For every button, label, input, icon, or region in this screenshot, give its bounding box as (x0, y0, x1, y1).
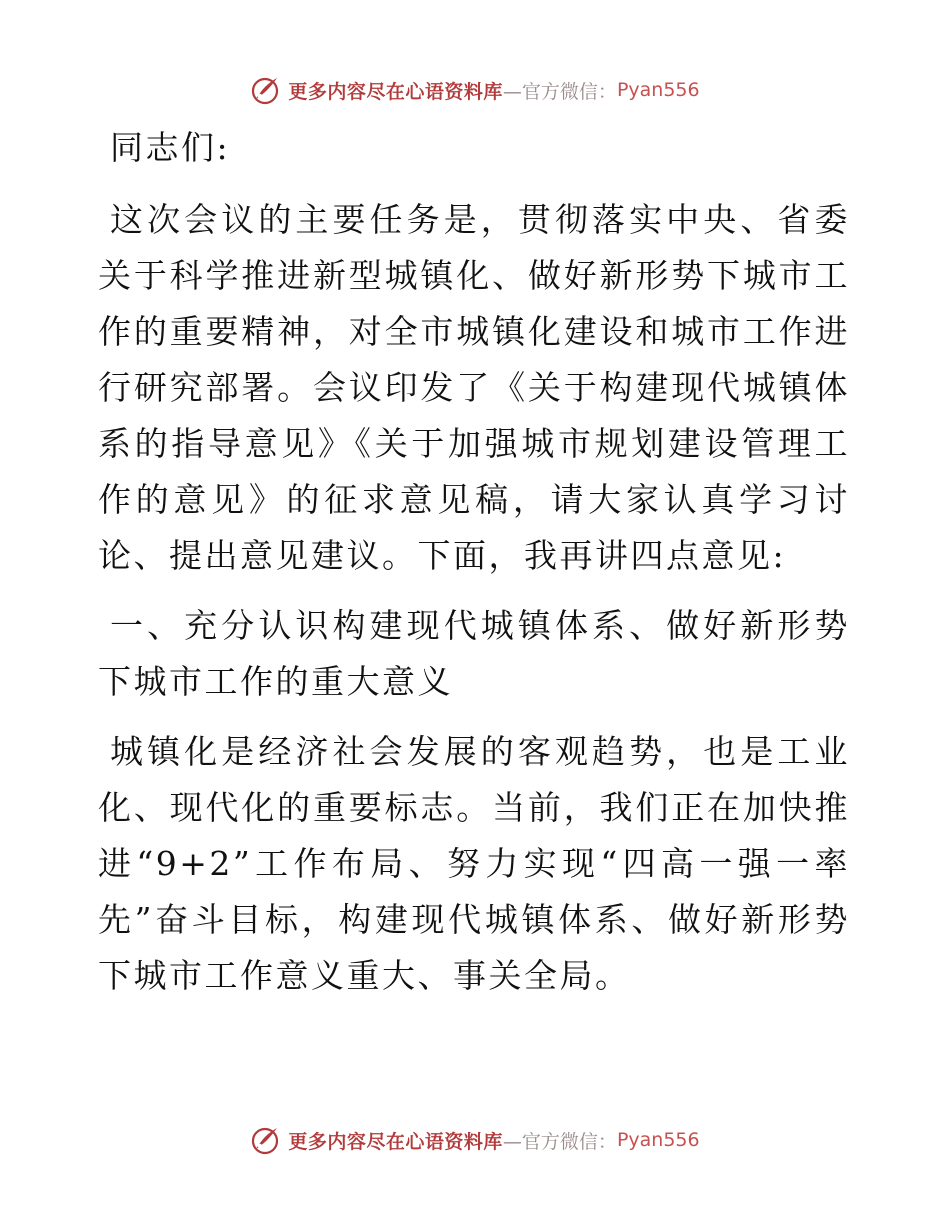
feather-pen-seal-icon (250, 1125, 280, 1155)
watermark-text: 更多内容尽在心语资料库 (288, 80, 503, 103)
footer-watermark (0, 1120, 950, 1160)
header-watermark (0, 70, 950, 110)
paragraph-intro: 这次会议的主要任务是，贯彻落实中央、省委关于科学推进新型城镇化、做好新形势下城市工作的重要精神，对全市城镇化建设和城市工作进行研究部署。会议印发了《关于构建现代城镇体系的指导意见》《关于加强城市规划建设管理工作的意见》的征求意见稿，请大家认真学习讨论、提出意见建议。下面，我再讲四点意见: (98, 200, 850, 575)
watermark-wechat-id: Pyan556 (616, 79, 700, 101)
document-body (98, 120, 850, 1018)
watermark-separator: —官方微信： (502, 1130, 617, 1153)
section-heading: 一、充分认识构建现代城镇体系、做好新形势下城市工作的重大意义 (98, 606, 850, 701)
watermark-wechat-id: Pyan556 (616, 1129, 700, 1151)
watermark-separator: —官方微信： (502, 80, 617, 103)
feather-pen-seal-icon (250, 75, 280, 105)
greeting: 同志们: (110, 128, 231, 167)
paragraph-body: 城镇化是经济社会发展的客观趋势，也是工业化、现代化的重要标志。当前，我们正在加快推进“9+2”工作布局、努力实现“四高一强一率先”奋斗目标，构建现代城镇体系、做好新形势下城市工作意义重大、事关全局。 (98, 732, 850, 995)
watermark-text: 更多内容尽在心语资料库 (288, 1130, 503, 1153)
